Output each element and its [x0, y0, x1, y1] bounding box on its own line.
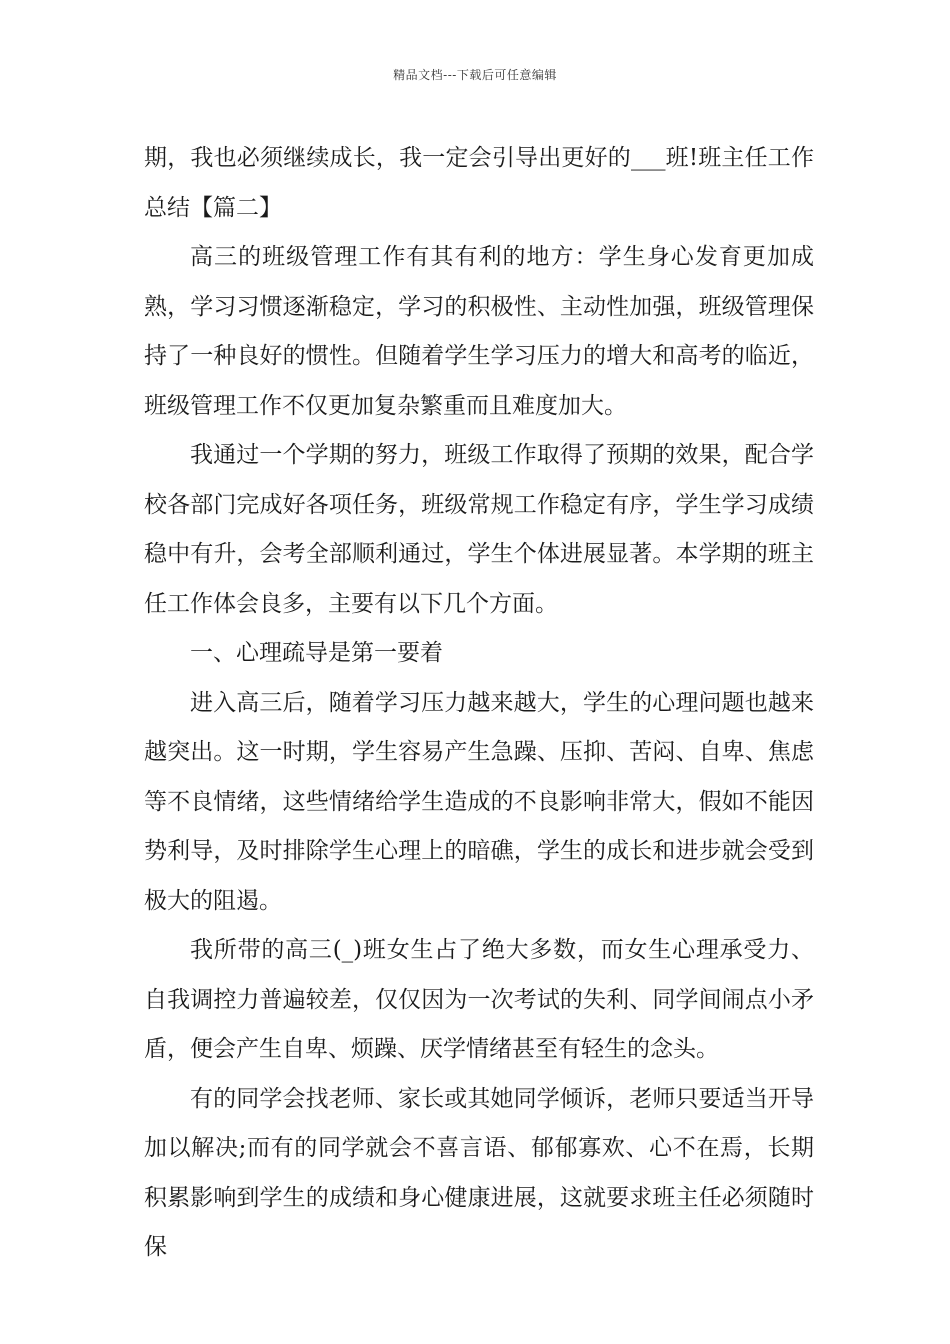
paragraph-3: 我通过一个学期的努力，班级工作取得了预期的效果，配合学校各部门完成好各项任务，班级常规工作稳定有序，学生学习成绩稳中有升，会考全部顺利通过，学生个体进展显著。本学期的班主任工作体会良多，主要有以下几个方面。	[144, 442, 814, 617]
paragraph-4: 进入高三后，随着学习压力越来越大，学生的心理问题也越来越突出。这一时期，学生容易产生急躁、压抑、苦闷、自卑、焦虑等不良情绪，这些情绪给学生造成的不良影响非常大，假如不能因势利导，及时排除学生心理上的暗礁，学生的成长和进步就会受到极大的阻遏。	[144, 689, 814, 914]
document-body	[144, 134, 814, 1273]
paragraph-5: 我所带的高三(_)班女生占了绝大多数，而女生心理承受力、自我调控力普遍较差，仅仅因为一次考试的失利、同学间闹点小矛盾，便会产生自卑、烦躁、厌学情绪甚至有轻生的念头。	[144, 937, 814, 1062]
paragraph-6: 有的同学会找老师、家长或其她同学倾诉，老师只要适当开导加以解决;而有的同学就会不喜言语、郁郁寡欢、心不在焉，长期积累影响到学生的成绩和身心健康进展，这就要求班主任必须随时保	[144, 1085, 814, 1260]
section-heading: 一、心理疏导是第一要着	[190, 640, 443, 666]
paragraph-2: 高三的班级管理工作有其有利的地方：学生身心发育更加成熟，学习习惯逐渐稳定，学习的积极性、主动性加强，班级管理保持了一种良好的惯性。但随着学生学习压力的增大和高考的临近，班级管理工作不仅更加复杂繁重而且难度加大。	[144, 244, 814, 419]
paragraph-1: 期，我也必须继续成长，我一定会引导出更好的___班!班主任工作总结【篇二】	[144, 145, 814, 221]
page-header: 精品文档---下载后可任意编辑	[393, 68, 557, 82]
